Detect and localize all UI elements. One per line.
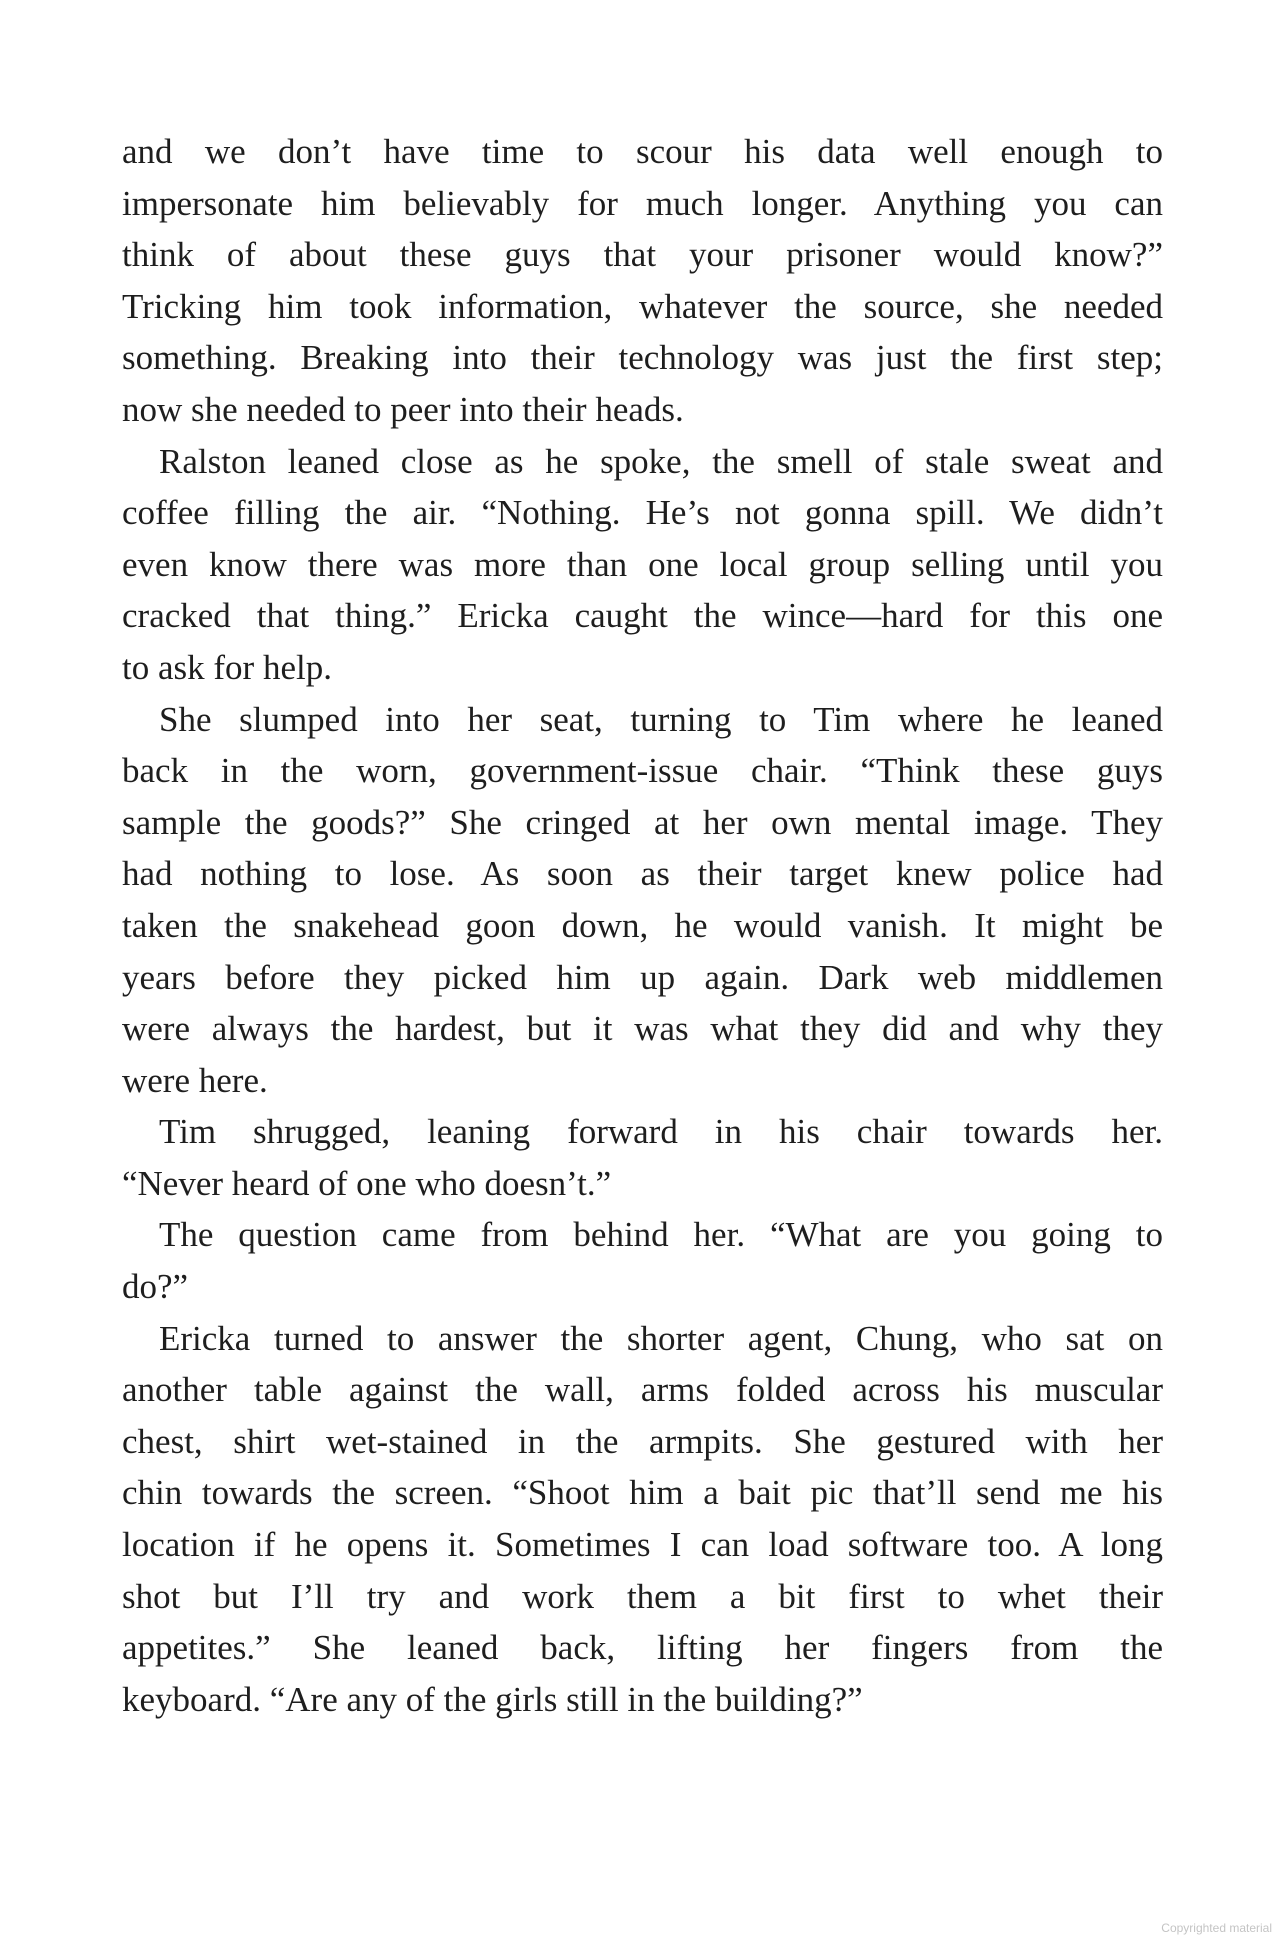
paragraph: [122, 694, 1163, 1107]
text-line: to ask for help.: [122, 647, 332, 687]
text-line: Tricking him took information, whatever the source, she needed: [122, 286, 1163, 326]
paragraph: [122, 1209, 1163, 1312]
text-line: The question came from behind her. “What are you going to: [159, 1215, 1163, 1255]
text-line: another table against the wall, arms folded across his muscular: [122, 1370, 1163, 1410]
text-line: were always the hardest, but it was what they did and why they: [122, 1009, 1163, 1049]
paragraph: [122, 1106, 1163, 1209]
text-line: think of about these guys that your prisoner would know?”: [122, 235, 1163, 275]
text-line: location if he opens it. Sometimes I can load software too. A long: [122, 1525, 1163, 1565]
text-line: something. Breaking into their technology was just the first step;: [122, 338, 1163, 378]
paragraph: [122, 1313, 1163, 1726]
text-line: had nothing to lose. As soon as their target knew police had: [122, 854, 1163, 894]
text-line: cracked that thing.” Ericka caught the wince—hard for this one: [122, 596, 1163, 636]
text-line: now she needed to peer into their heads.: [122, 389, 684, 429]
text-line: Ericka turned to answer the shorter agent, Chung, who sat on: [159, 1318, 1163, 1358]
text-line: even know there was more than one local group selling until you: [122, 544, 1163, 584]
text-line: shot but I’ll try and work them a bit first to whet their: [122, 1576, 1163, 1616]
text-line: coffee filling the air. “Nothing. He’s not gonna spill. We didn’t: [122, 493, 1163, 533]
text-line: “Never heard of one who doesn’t.”: [122, 1163, 612, 1203]
text-line: taken the snakehead goon down, he would vanish. It might be: [122, 905, 1163, 945]
body-text: [122, 126, 1163, 1725]
text-line: years before they picked him up again. Dark web middlemen: [122, 957, 1163, 997]
text-line: were here.: [122, 1060, 268, 1100]
text-line: impersonate him believably for much longer. Anything you can: [122, 183, 1163, 223]
text-line: chin towards the screen. “Shoot him a bait pic that’ll send me his: [122, 1473, 1163, 1513]
text-line: appetites.” She leaned back, lifting her fingers from the: [122, 1628, 1163, 1668]
text-line: chest, shirt wet-stained in the armpits. She gestured with her: [122, 1421, 1163, 1461]
text-line: do?”: [122, 1267, 189, 1307]
text-line: back in the worn, government-issue chair. “Think these guys: [122, 751, 1163, 791]
paragraph: [122, 436, 1163, 694]
text-line: Tim shrugged, leaning forward in his chair towards her.: [159, 1112, 1163, 1152]
paragraph: [122, 126, 1163, 436]
text-line: sample the goods?” She cringed at her own mental image. They: [122, 802, 1163, 842]
text-line: Ralston leaned close as he spoke, the smell of stale sweat and: [159, 441, 1163, 481]
copyright-watermark: Copyrighted material: [1161, 1921, 1272, 1935]
text-line: and we don’t have time to scour his data well enough to: [122, 132, 1163, 171]
text-line: She slumped into her seat, turning to Tim where he leaned: [159, 699, 1163, 739]
text-line: keyboard. “Are any of the girls still in the building?”: [122, 1679, 863, 1719]
